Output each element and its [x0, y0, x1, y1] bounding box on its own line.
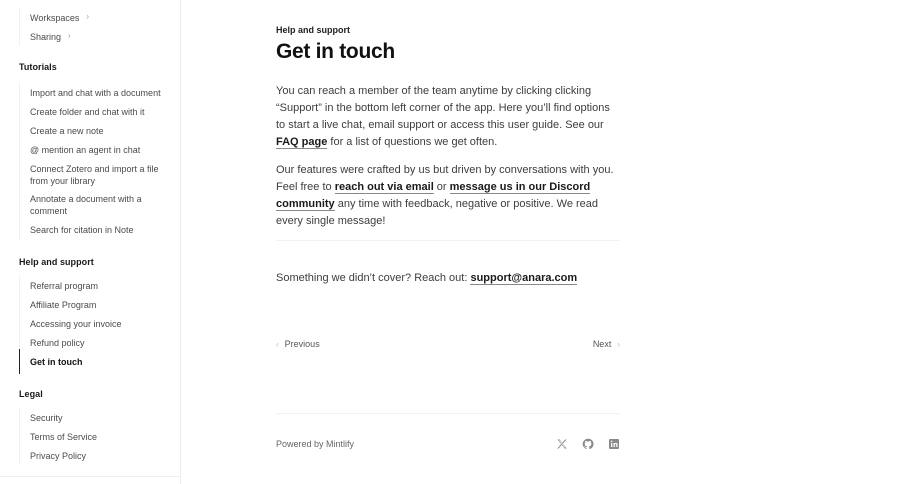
sidebar-item-label: Security	[30, 412, 63, 423]
support-email-link[interactable]: support@anara.com	[470, 272, 578, 284]
sidebar-item-label: Accessing your invoice	[30, 318, 122, 329]
paragraph-text: or	[433, 181, 450, 193]
previous-button[interactable]	[276, 339, 320, 349]
footer	[276, 438, 620, 452]
nav-list-legal	[19, 408, 179, 465]
x-icon[interactable]	[556, 438, 568, 450]
linkedin-icon[interactable]	[608, 438, 620, 450]
chevron-right-icon: ›	[617, 339, 620, 349]
breadcrumb: Help and support	[276, 25, 350, 35]
nav-list-help-support	[19, 276, 179, 371]
sidebar	[0, 0, 181, 484]
sidebar-item-referral-program[interactable]	[20, 276, 179, 295]
group-title: Tutorials	[19, 62, 57, 72]
sidebar-item-sharing[interactable]	[20, 27, 179, 46]
chevron-right-icon: ›	[86, 11, 90, 21]
chevron-right-icon: ›	[68, 30, 71, 40]
nav-list-top	[19, 8, 179, 46]
email-link[interactable]: reach out via email	[334, 181, 434, 193]
next-button[interactable]	[593, 339, 620, 349]
sidebar-item-label: Annotate a document with a comment	[30, 194, 142, 216]
previous-label: Previous	[284, 339, 320, 349]
faq-page-link[interactable]: FAQ page	[276, 136, 328, 148]
sidebar-item-label: Referral program	[30, 280, 99, 291]
nav-group-legal	[19, 388, 179, 465]
discord-community-link[interactable]: message us in our Discord community	[276, 181, 591, 210]
paragraph-text: any time with feedback, negative or positive. We read every single message!	[276, 198, 599, 227]
chevron-left-icon: ‹	[276, 339, 279, 349]
sidebar-item-search-citation[interactable]	[20, 219, 179, 240]
sidebar-item-label: Workspaces	[30, 12, 80, 23]
sidebar-item-label: Privacy Policy	[30, 450, 87, 461]
paragraph-text: You can reach a member of the team anytime by clicking clicking “Support” in the bottom left corner of the app. Here you’ll find options to start a live chat, email support or access this user guide. See our	[276, 85, 610, 131]
sidebar-divider	[0, 476, 181, 477]
content-divider	[276, 240, 620, 241]
sidebar-item-label: Sharing	[30, 31, 62, 42]
sidebar-item-label: Refund policy	[30, 337, 85, 348]
sidebar-item-label: Terms of Service	[30, 431, 98, 442]
paragraph-reach-out	[276, 270, 620, 287]
sidebar-item-mention-agent[interactable]	[20, 140, 179, 159]
group-title: Help and support	[19, 257, 94, 267]
sidebar-item-label: Connect Zotero and import a file from your library	[30, 163, 159, 186]
sidebar-item-label: @ mention an agent in chat	[30, 144, 141, 155]
nav-group-top	[19, 8, 179, 46]
group-title: Legal	[19, 389, 43, 399]
pagination	[276, 339, 620, 351]
sidebar-item-workspaces[interactable]	[20, 8, 179, 27]
powered-by-link[interactable]: Powered by Mintlify	[276, 439, 355, 449]
sidebar-item-refund-policy[interactable]	[20, 333, 179, 352]
paragraph-text: Our features were crafted by us but driven by conversations with you. Feel free to	[276, 164, 614, 193]
paragraph-text: for a list of questions we get often.	[327, 136, 498, 148]
github-icon[interactable]	[582, 438, 594, 450]
sidebar-item-import-chat-document[interactable]	[20, 83, 179, 102]
sidebar-item-affiliate-program[interactable]	[20, 295, 179, 314]
sidebar-item-get-in-touch[interactable]	[20, 352, 179, 371]
sidebar-item-terms-of-service[interactable]	[20, 427, 179, 446]
nav-group-help-support	[19, 256, 179, 371]
sidebar-item-connect-zotero[interactable]	[20, 159, 165, 189]
next-label: Next	[592, 339, 612, 349]
nav-group-tutorials	[19, 61, 179, 240]
nav-list-tutorials	[19, 83, 179, 240]
sidebar-item-label: Search for citation in Note	[30, 224, 134, 235]
sidebar-item-create-folder[interactable]	[20, 102, 179, 121]
paragraph-feedback	[276, 162, 620, 230]
sidebar-item-label: Create folder and chat with it	[30, 106, 145, 117]
sidebar-item-label: Import and chat with a document	[30, 87, 161, 98]
sidebar-item-label: Affiliate Program	[30, 299, 97, 310]
paragraph-support-intro	[276, 83, 620, 151]
sidebar-item-label: Create a new note	[30, 125, 104, 136]
paragraph-text: Something we didn’t cover? Reach out:	[276, 272, 471, 284]
sidebar-item-security[interactable]	[20, 408, 179, 427]
sidebar-item-create-note[interactable]	[20, 121, 179, 140]
sidebar-item-label: Get in touch	[30, 356, 83, 367]
page-title: Get in touch	[276, 40, 395, 63]
sidebar-item-privacy-policy[interactable]	[20, 446, 179, 465]
footer-divider	[276, 413, 620, 414]
sidebar-item-annotate-document[interactable]	[20, 189, 155, 219]
social-links	[556, 438, 620, 450]
sidebar-item-accessing-invoice[interactable]	[20, 314, 179, 333]
